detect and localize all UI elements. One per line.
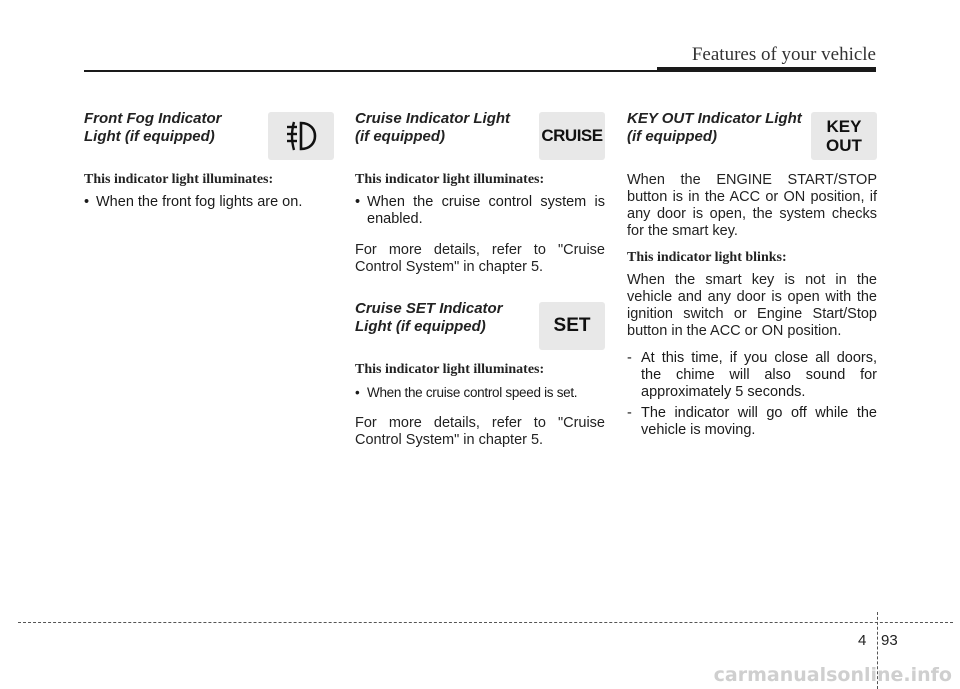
cruise-details-paragraph: For more details, refer to "Cruise Control System" in chapter 5. (355, 242, 605, 275)
key-out-paragraph-1: When the ENGINE START/STOP button is in the ACC or ON position, if any door is open, the system checks for the smart key. (627, 172, 877, 239)
footer-rule (18, 622, 953, 623)
key-out-title-line-2: (if equipped) (627, 128, 717, 145)
fog-title-line-2: Light (if equipped) (84, 128, 215, 145)
column-1 (84, 110, 334, 225)
key-out-icon-line-2: OUT (826, 136, 862, 155)
cruise-title-line-1: Cruise Indicator Light (355, 110, 511, 127)
dash-mark: - (627, 350, 632, 366)
cruise-set-title-line-2: Light (if equipped) (355, 318, 486, 335)
column-2 (355, 110, 605, 459)
key-out-dash-item-1 (627, 350, 877, 401)
cruise-indicator-heading (355, 110, 605, 162)
page-number: 93 (881, 632, 898, 649)
cruise-set-indicator-icon: SET (539, 302, 605, 350)
cruise-indicator-icon: CRUISE (539, 112, 605, 160)
fog-bullet: • When the front fog lights are on. (84, 194, 334, 211)
key-out-icon-line-1: KEY (826, 117, 862, 136)
watermark: carmanualsonline.info (713, 664, 952, 686)
fog-indicator-title (84, 110, 254, 146)
cruise-set-indicator-heading (355, 300, 605, 352)
cruise-set-indicator-title (355, 300, 525, 336)
front-fog-lamp-icon (268, 112, 334, 160)
key-out-indicator-heading (627, 110, 877, 162)
cruise-set-illuminates-label: This indicator light illuminates: (355, 362, 545, 377)
cruise-bullet: • When the cruise control system is enabled. (355, 194, 605, 228)
cruise-illuminates-label: This indicator light illuminates: (355, 172, 545, 187)
column-3 (627, 110, 877, 443)
fog-illuminates-label: This indicator light illuminates: (84, 172, 274, 187)
cruise-set-title-line-1: Cruise SET Indicator (355, 300, 503, 317)
header-rule-accent (657, 67, 876, 72)
page-header-title: Features of your vehicle (691, 44, 876, 65)
dash-mark: - (627, 405, 632, 421)
cruise-indicator-title (355, 110, 525, 146)
fog-indicator-heading (84, 110, 334, 162)
cruise-set-details-paragraph: For more details, refer to "Cruise Control System" in chapter 5. (355, 415, 605, 448)
cruise-title-line-2: (if equipped) (355, 128, 445, 145)
key-out-paragraph-2: When the smart key is not in the vehicle and any door is open with the ignition switch or Engine Start/Stop button in the ACC or ON position. (627, 272, 877, 339)
key-out-blinks-label: This indicator light blinks: (627, 250, 787, 265)
chapter-number: 4 (858, 632, 867, 649)
key-out-indicator-icon (811, 112, 877, 160)
dash-item-text-1: At this time, if you close all doors, the chime will also sound for approximately 5 seconds. (641, 350, 877, 400)
cruise-set-bullet: • When the cruise control speed is set. (355, 384, 605, 401)
key-out-indicator-title (627, 110, 817, 146)
key-out-title-line-1: KEY OUT Indicator Light (627, 110, 802, 127)
fog-title-line-1: Front Fog Indicator (84, 110, 222, 127)
key-out-dash-item-2 (627, 405, 877, 439)
dash-item-text-2: The indicator will go off while the vehicle is moving. (641, 405, 877, 438)
